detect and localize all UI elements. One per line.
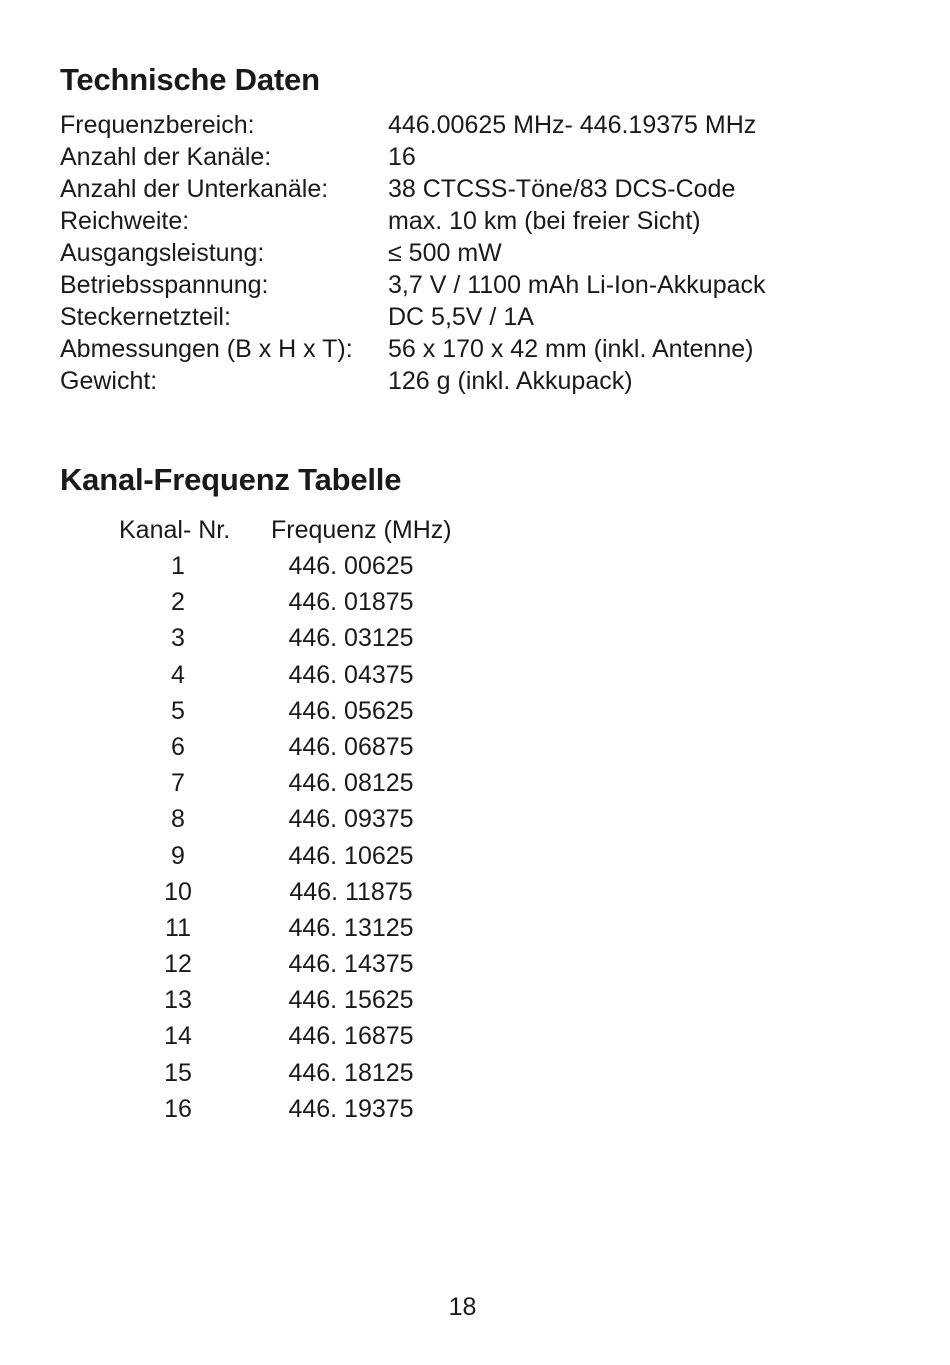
channel-number: 11 xyxy=(165,913,191,942)
spec-row xyxy=(60,269,860,301)
header-frequency: Frequenz (MHz) xyxy=(271,516,452,544)
channel-number: 12 xyxy=(164,950,192,979)
channel-frequency: 446. 10625 xyxy=(288,841,414,870)
channel-number: 10 xyxy=(164,877,192,906)
channel-number: 4 xyxy=(171,660,185,689)
channel-number: 16 xyxy=(164,1094,192,1123)
channel-frequency: 446. 05625 xyxy=(288,696,414,725)
channel-frequency: 446. 18125 xyxy=(288,1058,414,1087)
spec-label: Anzahl der Unterkanäle: xyxy=(60,175,329,203)
table-row xyxy=(115,1018,491,1054)
spec-row xyxy=(60,205,860,237)
spec-value: ≤ 500 mW xyxy=(388,239,502,267)
spec-row xyxy=(60,109,860,141)
channel-number: 8 xyxy=(171,805,185,834)
channel-frequency: 446. 11875 xyxy=(289,877,413,906)
channel-frequency: 446. 01875 xyxy=(288,588,414,617)
table-row xyxy=(115,765,491,801)
spec-value: 126 g (inkl. Akkupack) xyxy=(388,367,633,395)
spec-label: Gewicht: xyxy=(60,367,158,395)
channel-frequency: 446. 03125 xyxy=(288,624,414,653)
channel-frequency: 446. 00625 xyxy=(288,552,414,580)
channel-number: 9 xyxy=(171,841,185,870)
channel-number: 3 xyxy=(171,624,185,653)
frequency-table-header xyxy=(115,512,491,548)
spec-row xyxy=(60,173,860,205)
spec-label: Anzahl der Kanäle: xyxy=(60,143,272,171)
channel-number: 7 xyxy=(171,769,185,798)
spec-value: 3,7 V / 1100 mAh Li-Ion-Akkupack xyxy=(388,271,766,299)
table-row xyxy=(115,548,491,584)
spec-label: Steckernetzteil: xyxy=(60,303,231,331)
channel-number: 2 xyxy=(171,588,185,617)
table-row xyxy=(115,982,491,1018)
table-row xyxy=(115,584,491,620)
spec-label: Betriebsspannung: xyxy=(60,271,269,299)
spec-row xyxy=(60,333,860,365)
channel-frequency: 446. 06875 xyxy=(288,732,414,761)
table-row xyxy=(115,657,491,693)
channel-frequency: 446. 13125 xyxy=(288,913,414,942)
specs-list xyxy=(60,109,860,397)
spec-value: 56 x 170 x 42 mm (inkl. Antenne) xyxy=(388,335,754,363)
channel-frequency: 446. 15625 xyxy=(288,986,414,1015)
frequency-table xyxy=(115,512,491,1127)
kanal-frequenz-heading: Kanal-Frequenz Tabelle xyxy=(60,462,402,497)
table-row xyxy=(115,1091,491,1127)
table-row xyxy=(115,729,491,765)
table-row xyxy=(115,620,491,656)
spec-value: 16 xyxy=(388,143,416,171)
spec-row xyxy=(60,365,860,397)
spec-row xyxy=(60,301,860,333)
table-row xyxy=(115,801,491,837)
spec-label: Frequenzbereich: xyxy=(60,111,255,139)
table-row xyxy=(115,693,491,729)
spec-value: 38 CTCSS-Töne/83 DCS-Code xyxy=(388,175,736,203)
spec-label: Abmessungen (B x H x T): xyxy=(60,335,353,363)
channel-number: 13 xyxy=(164,986,192,1015)
header-channel-number: Kanal- Nr. xyxy=(119,516,231,544)
table-row xyxy=(115,874,491,910)
spec-row xyxy=(60,237,860,269)
table-row xyxy=(115,1055,491,1091)
channel-frequency: 446. 19375 xyxy=(288,1094,414,1123)
technische-daten-heading: Technische Daten xyxy=(60,62,320,97)
channel-frequency: 446. 09375 xyxy=(288,805,414,834)
spec-label: Ausgangsleistung: xyxy=(60,239,265,267)
channel-frequency: 446. 08125 xyxy=(288,769,414,798)
channel-frequency: 446. 16875 xyxy=(288,1022,414,1051)
spec-label: Reichweite: xyxy=(60,207,190,235)
channel-number: 5 xyxy=(171,696,185,725)
channel-number: 1 xyxy=(171,552,185,580)
spec-value: max. 10 km (bei freier Sicht) xyxy=(388,207,701,235)
channel-number: 15 xyxy=(164,1058,192,1087)
spec-value: 446.00625 MHz- 446.19375 MHz xyxy=(388,111,757,139)
channel-frequency: 446. 14375 xyxy=(288,950,414,979)
channel-number: 6 xyxy=(171,732,185,761)
table-row xyxy=(115,946,491,982)
table-row xyxy=(115,910,491,946)
spec-value: DC 5,5V / 1A xyxy=(388,303,534,331)
spec-row xyxy=(60,141,860,173)
channel-number: 14 xyxy=(164,1022,192,1051)
channel-frequency: 446. 04375 xyxy=(288,660,414,689)
table-row xyxy=(115,838,491,874)
frequency-table-body xyxy=(115,548,491,1127)
page-number: 18 xyxy=(448,1293,477,1321)
